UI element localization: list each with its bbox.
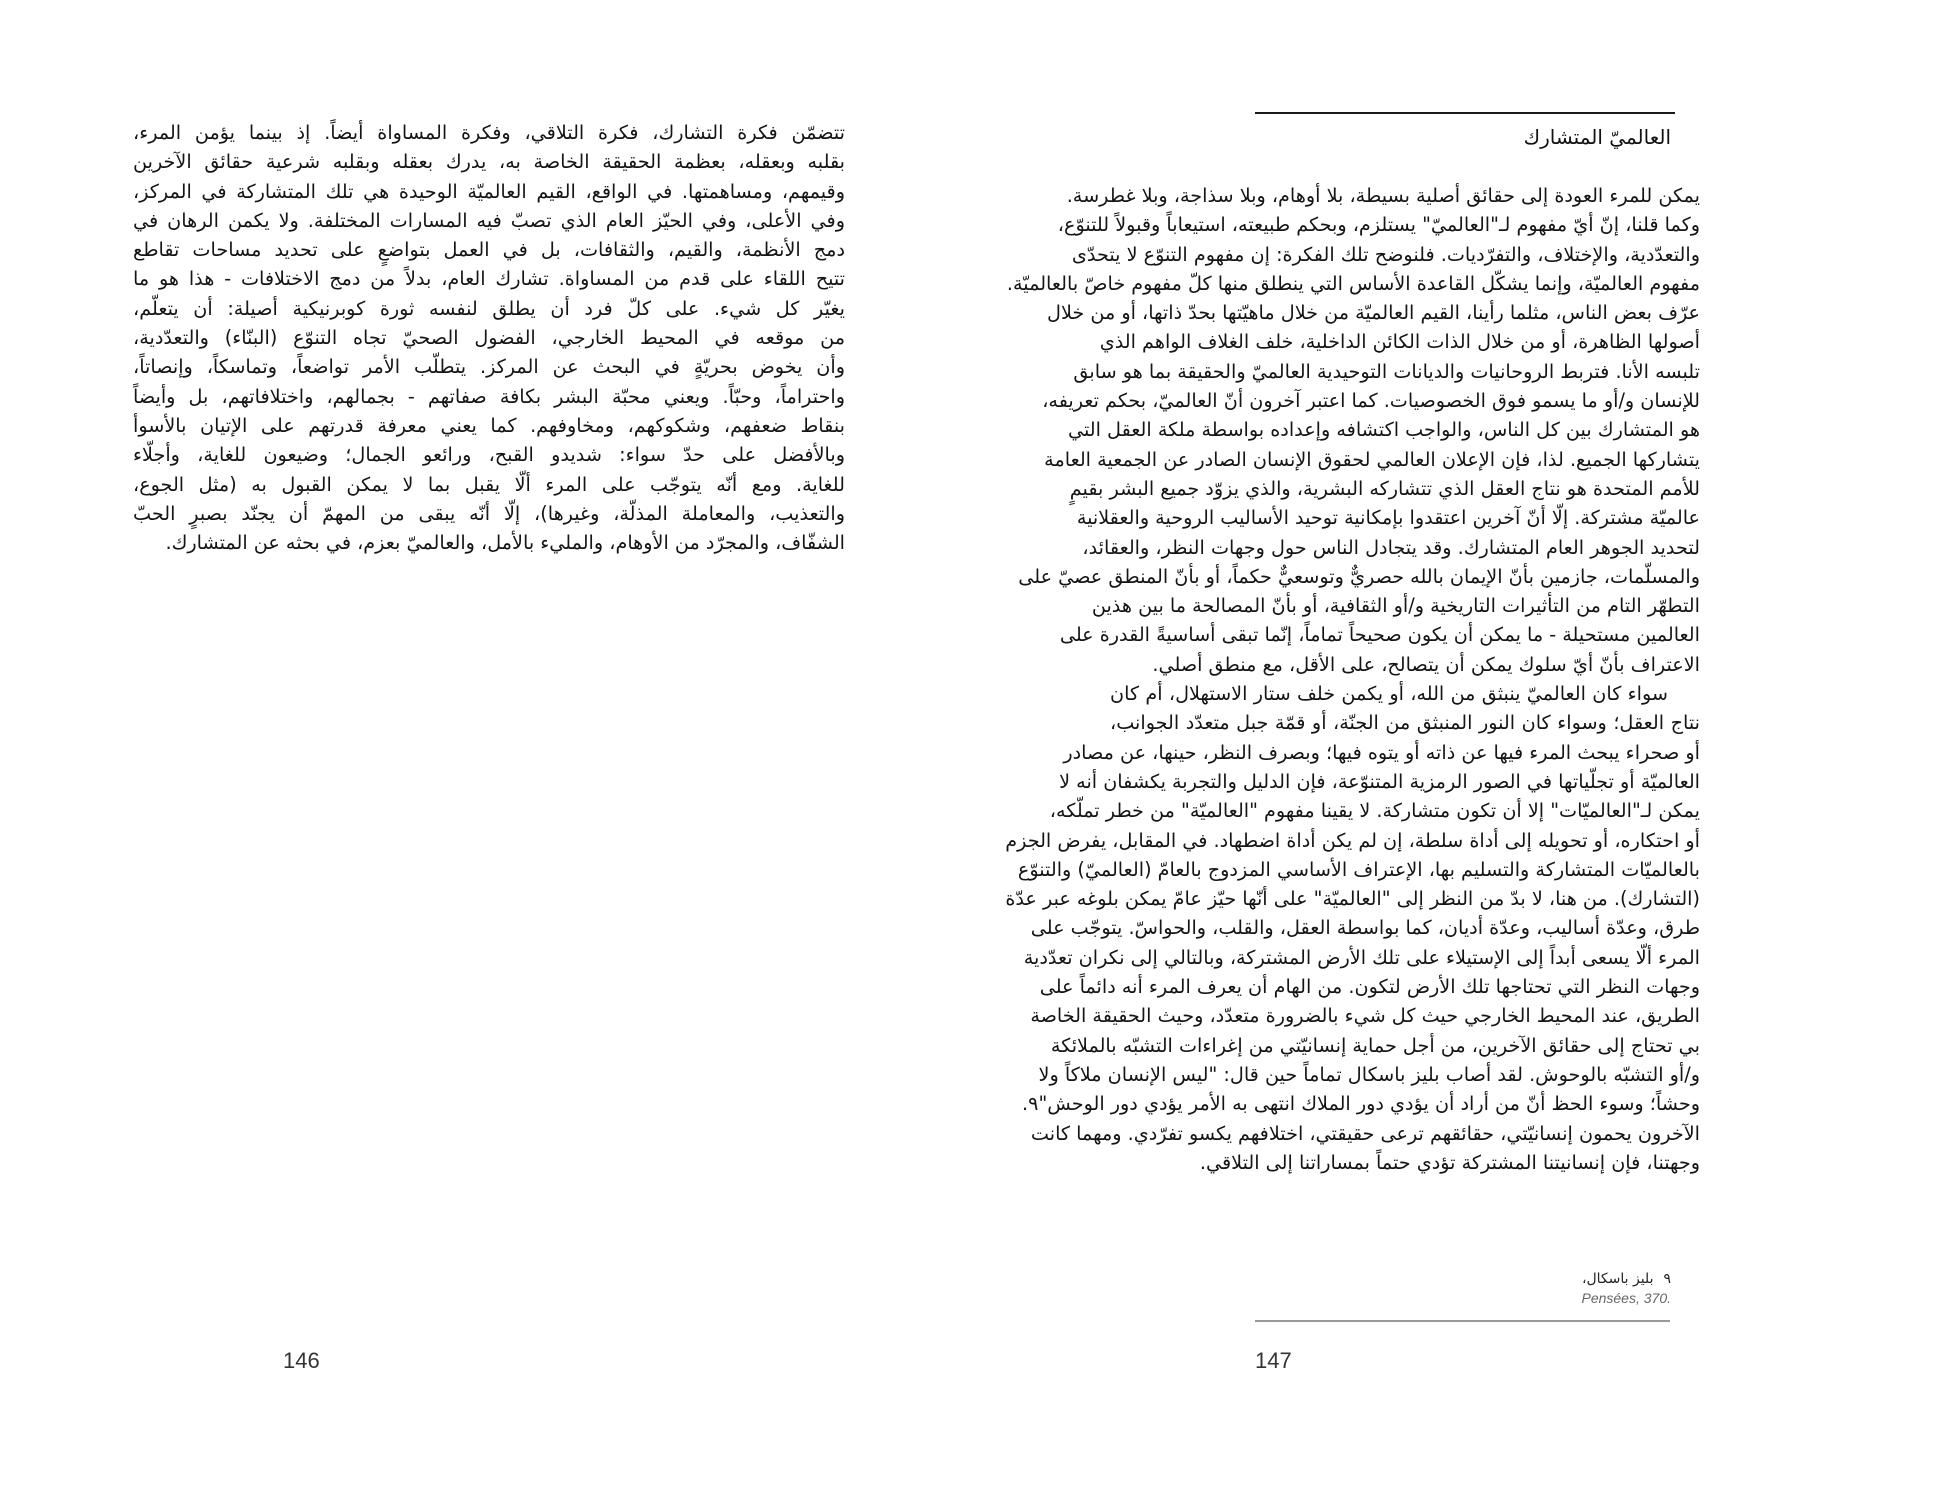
text-line: وجهات النظر التي تحتاجها تلك الأرض لتكون. من الهام أن يعرف المرء أنه دائماً على [1039, 975, 1700, 999]
text-line: مفهوم العالميّة، وإنما يشكّل القاعدة الأساس التي ينطلق منها كلّ مفهوم خاصّ بالعالميّة. [1006, 271, 1700, 295]
left-page [0, 0, 970, 1500]
text-line: عالميّة مشتركة. إلّا أنّ آخرين اعتقدوا بإمكانية توحيد الأساليب الروحية والعقلانية [1076, 506, 1700, 530]
text-line: للإنسان و/أو ما يسمو فوق الخصوصيات. كما اعتبر آخرون أنّ العالميّ، بحكم تعريفه، [1042, 389, 1700, 413]
footnote-number: ٩ [1663, 1271, 1671, 1287]
text-line: عرّف بعض الناس، مثلما رأينا، القيم العالميّة من خلال ماهيّتها بحدّ ذاتها، أو من خلال [1047, 301, 1700, 325]
running-title: العالميّ المتشارك [1523, 125, 1671, 149]
header-rule [1255, 112, 1675, 114]
text-line: تتضمّن فكرة التشارك، فكرة التلاقي، وفكرة المساواة أيضاً. إذ بينما يؤمن المرء، [133, 121, 845, 144]
text-line: بي تحتاج إلى حقائق الآخرين، من أجل حماية إنسانيّتي من إغراءات التشبّه بالملائكة [1050, 1033, 1700, 1057]
text-line: يمكن للمرء العودة إلى حقائق أصلية بسيطة، بلا أوهام، وبلا سذاجة، وبلا غطرسة. [1066, 184, 1700, 207]
text-line: هو المتشارك بين كل الناس، والواجب اكتشافه وإعداده بواسطة ملكة العقل التي [1068, 418, 1700, 442]
text-line: والتعذيب، والمعاملة المذلّة، وغيرها)، إلّا أنّه يبقى من المهمّ أن يجنّد بصبرٍ الحبّ [133, 501, 845, 525]
text-line: نتاج العقل؛ وسواء كان النور المنبثق من الجنّة، أو قمّة جبل متعدّد الجوانب، [1110, 711, 1700, 735]
text-line: أو صحراء يبحث المرء فيها عن ذاته أو يتوه فيها؛ وبصرف النظر، حينها، عن مصادر [1063, 740, 1700, 764]
text-line: طرق، وعدّة أساليب، وعدّة أديان، كما بواسطة العقل، والقلب، والحواسّ. يتوجّب على [1030, 916, 1700, 940]
text-line: والتعدّدية، والإختلاف، والتفرّديات. فلنوضح تلك الفكرة: إن مفهوم التنوّع لا يتحدّى [1071, 242, 1700, 266]
footnote-reference: Pensées, 370. [1581, 1290, 1671, 1306]
left-page-body [133, 118, 845, 557]
text-line: و/أو التشبّه بالوحوش. لقد أصاب بليز باسكال تماماً حين قال: "ليس الإنسان ملاكاً ولا [1038, 1062, 1700, 1086]
text-line: تلبسه الأنا. فتربط الروحانيات والديانات التوحيدية العالميّ والحقيقة بما هو سابق [1073, 359, 1700, 383]
text-line: بنقاط ضعفهم، وشكوكهم، ومخاوفهم. كما يعني معرفة قدرتهم على الإتيان بالأسوأ [133, 413, 845, 437]
text-line: لتحديد الجوهر العام المتشارك. وقد يتجادل الناس حول وجهات النظر، والعقائد، [1082, 535, 1700, 559]
text-line: يمكن لـ"العالميّات" إلا أن تكون متشاركة. لا يقينا مفهوم "العالميّة" من خطر تملّكه، [1049, 799, 1700, 823]
text-line: وأن يخوض بحريّةٍ في البحث عن المركز. يتطلّب الأمر تواضعاً، وتماسكاً، وإنصاتاً، [133, 355, 845, 379]
text-line: المرء ألّا يسعى أبداً إلى الإستيلاء على تلك الأرض المشتركة، وبالتالي إلى نكران تعدّدية [1023, 945, 1700, 969]
footnote [1581, 1270, 1671, 1308]
text-line: واحتراماً، وحبّاً. ويعني محبّة البشر بكافة صفاتهم - بجمالهم، واختلافاتهم، بل وأيضاً [133, 384, 845, 408]
page-number-left: 146 [283, 1348, 320, 1373]
text-line: وفي الأعلى، وفي الحيّز العام الذي تصبّ فيه المسارات المختلفة. ولا يكمن الرهان في [133, 208, 845, 232]
text-line: من موقعه في المحيط الخارجي، الفضول الصحيّ تجاه التنوّع (البنّاء) والتعدّدية، [133, 326, 845, 350]
text-line: للأمم المتحدة هو نتاج العقل الذي تتشاركه البشرية، والذي يزوّد جميع البشر بقيمٍ [1069, 476, 1700, 500]
text-line: وكما قلنا، إنّ أيّ مفهوم لـ"العالميّ" يستلزم، وبحكم طبيعته، استيعاباً وقبولاً للتنوّع، [1057, 213, 1700, 237]
text-line: تتيح اللقاء على قدم من المساواة. تشارك العام، بدلاً من دمج الاختلافات - هذا هو ما [133, 267, 845, 291]
text-line: للغاية. ومع أنّه يتوجّب على المرء ألّا يقبل بما لا يمكن القبول به (مثل الجوع، [133, 472, 845, 496]
footnote-author: بليز باسكال، [1581, 1271, 1654, 1287]
text-line: سواء كان العالميّ ينبثق من الله، أو يكمن خلف ستار الاستهلال، أم كان [1110, 682, 1668, 706]
text-line: يغيّر كل شيء. على كلّ فرد أن يطلق لنفسه ثورة كوبرنيكية أصيلة: أن يتعلّم، [133, 296, 845, 320]
right-page-body [1005, 181, 1700, 1177]
text-line: وبالأفضل على حدّ سواء: شديدو القبح، ورائعو الجمال؛ وضيعون للغاية، وأجلّاء [133, 443, 845, 467]
text-line: الشفّاف، والمجرّد من الأوهام، والمليء بالأمل، والعالميّ بعزم، في بحثه عن المتشارك. [165, 531, 845, 555]
text-line: أو احتكاره، أو تحويله إلى أداة سلطة، إن لم يكن أداة اضطهاد. في المقابل، يفرض الجزم [1005, 828, 1700, 852]
text-line: العالمين مستحيلة - ما يمكن أن يكون صحيحاً تماماً، إنّما تبقى أساسيةً القدرة على [1059, 623, 1700, 647]
text-line: وقيمهم، ومساهمتها. في الواقع، القيم العالميّة الوحيدة هي تلك المتشاركة في المركز، [133, 179, 845, 203]
footnote-author-line [1582, 1271, 1671, 1287]
text-line: وجهتنا، فإن إنسانيتنا المشتركة تؤدي حتماً بمساراتنا إلى التلاقي. [1199, 1150, 1700, 1174]
text-line: (التشارك). من هنا، لا بدّ من النظر إلى "العالميّة" على أنّها حيّز عامّ يمكن بلوغه عبر عدّة [1005, 887, 1700, 911]
text-line: الآخرون يحمون إنسانيّتي، حقائقهم ترعى حقيقتي، اختلافهم يكسو تفرّدي. ومهما كانت [1030, 1121, 1700, 1145]
text-line: بقلبه وبعقله، بعظمة الحقيقة الخاصة به، يدرك بعقله وبقلبه شرعية حقائق الآخرين [133, 150, 845, 174]
text-line: الطريق، عند المحيط الخارجي حيث كل شيء بالضرورة متعدّد، وحيث الحقيقة الخاصة [1030, 1004, 1700, 1028]
footnote-rule [1255, 1320, 1670, 1322]
text-line: والمسلّمات، جازمين بأنّ الإيمان بالله حصريٌّ وتوسعيٌّ حكماً، أو بأنّ المنطق عصيّ على [1018, 564, 1700, 588]
text-line: الاعتراف بأنّ أيّ سلوك يمكن أن يتصالح، على الأقل، مع منطق أصلي. [1152, 652, 1700, 676]
text-line: وحشاً؛ وسوء الحظ أنّ من أراد أن يؤدي دور الملاك انتهى به الأمر يؤدي دور الوحش"٩. [1022, 1092, 1700, 1116]
text-line: العالميّة أو تجلّياتها في الصور الرمزية المتنوّعة، فإن الدليل والتجربة يكشفان أنه لا [1059, 769, 1700, 793]
text-line: التطهّر التام من التأثيرات التاريخية و/أو الثقافية، أو بأنّ المصالحة ما بين هذين [1091, 594, 1700, 618]
text-line: بالعالميّات المتشاركة والتسليم بها، الإعتراف الأساسي المزدوج بالعامّ (العالميّ) والتنوّع [1017, 857, 1700, 881]
page-number-right: 147 [1255, 1348, 1292, 1373]
text-line: أصولها الظاهرة، أو من خلال الذات الكائن الداخلية، خلف الغلاف الواهم الذي [1099, 330, 1700, 354]
text-line: يتشاركها الجميع. لذا، فإن الإعلان العالمي لحقوق الإنسان الصادر عن الجمعية العامة [1044, 447, 1700, 471]
text-line: دمج الأنظمة، والقيم، والثقافات، بل في العمل بتواضعٍ على تحديد مساحات تقاطع [133, 238, 845, 262]
